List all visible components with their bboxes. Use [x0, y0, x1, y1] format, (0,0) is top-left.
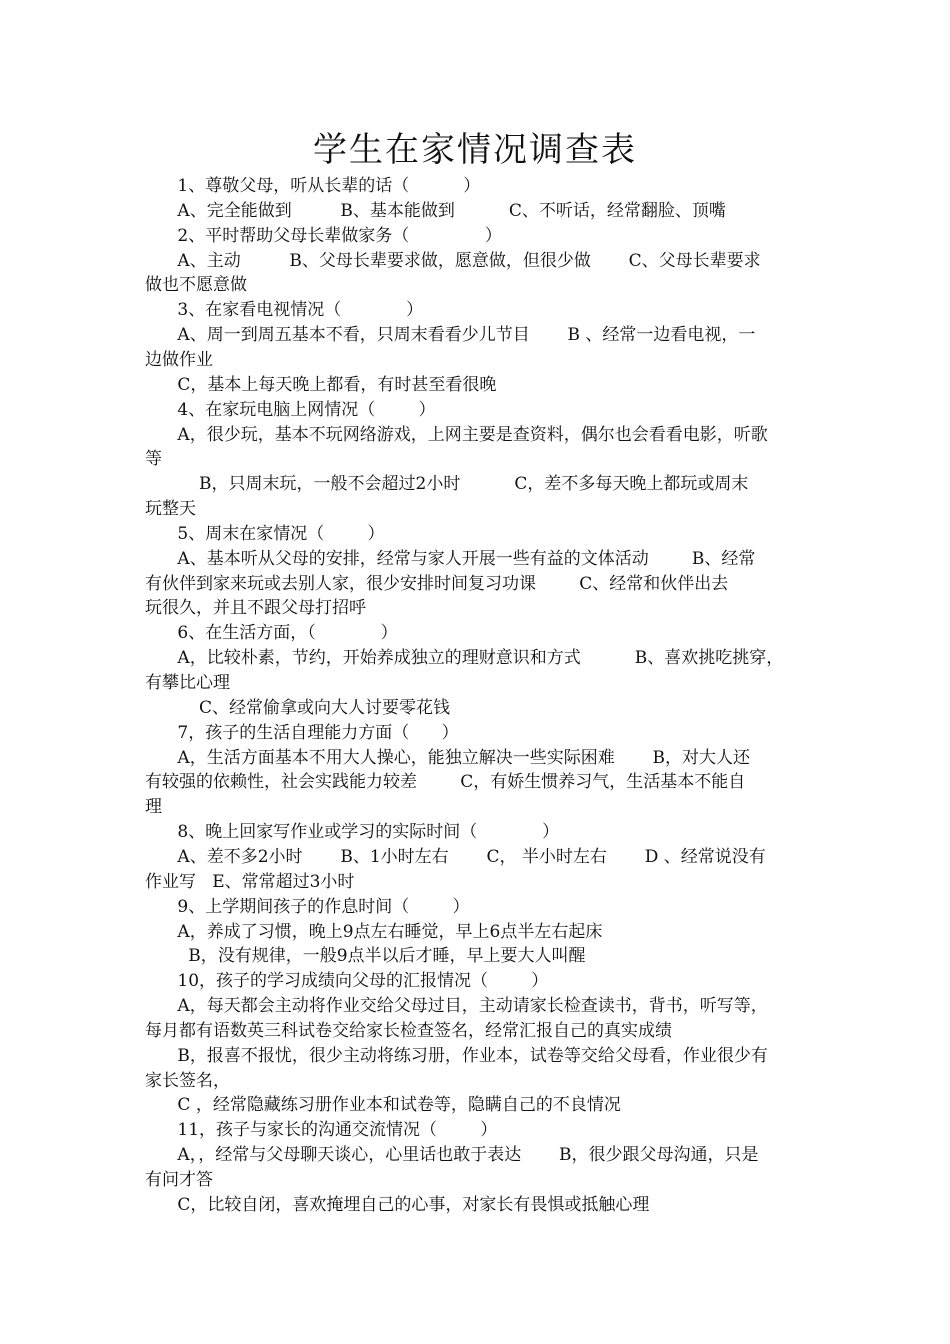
- survey-line: C ，经常隐藏练习册作业本和试卷等，隐瞒自己的不良情况: [145, 1095, 621, 1116]
- page-title: 学生在家情况调查表: [313, 130, 637, 170]
- survey-line: A、基本听从父母的安排，经常与家人开展一些有益的文体活动 B、经常: [145, 548, 756, 569]
- survey-line: 2、平时帮助父母长辈做家务（ ）: [145, 225, 502, 246]
- survey-line: 作业写 E、常常超过3小时: [145, 871, 355, 892]
- survey-line: 有较强的依赖性，社会实践能力较差 C，有娇生惯养习气，生活基本不能自: [145, 772, 746, 793]
- survey-line: 9、上学期间孩子的作息时间（ ）: [145, 896, 470, 917]
- survey-line: 每月都有语数英三科试卷交给家长检查签名，经常汇报自己的真实成绩: [145, 1020, 672, 1041]
- survey-line: 1、尊敬父母，听从长辈的话（ ）: [145, 176, 481, 196]
- survey-line: 等: [145, 449, 162, 470]
- survey-line: C、经常偷拿或向大人讨要零花钱: [145, 697, 451, 718]
- survey-line: B，没有规律，一般9点半以后才睡，早上要大人叫醒: [145, 946, 586, 967]
- survey-line: A，，经常与父母聊天谈心，心里话也敢于表达 B，很少跟父母沟通，只是: [145, 1145, 759, 1166]
- survey-line: 玩很久，并且不跟父母打招呼: [145, 598, 366, 619]
- survey-line: A，每天都会主动将作业交给父母过目，主动请家长检查读书，背书，听写等，: [145, 996, 768, 1017]
- survey-line: 7，孩子的生活自理能力方面（ ）: [145, 722, 459, 743]
- survey-line: A、周一到周五基本不看，只周末看看少儿节目 B 、经常一边看电视，一: [145, 325, 756, 346]
- survey-line: 边做作业: [145, 349, 213, 370]
- survey-line: 有伙伴到家来玩或去别人家，很少安排时间复习功课 C、经常和伙伴出去: [145, 573, 729, 594]
- survey-line: 8、晚上回家写作业或学习的实际时间（ ）: [145, 822, 560, 843]
- survey-line: B，只周末玩，一般不会超过2小时 C，差不多每天晚上都玩或周末: [145, 474, 749, 495]
- survey-line: A，很少玩，基本不玩网络游戏，上网主要是查资料，偶尔也会看看电影，听歌: [145, 424, 768, 445]
- survey-line: 有攀比心理: [145, 673, 230, 693]
- survey-line: C，基本上每天晚上都看，有时甚至看很晚: [145, 374, 497, 395]
- survey-line: A，生活方面基本不用大人操心，能独立解决一些实际困难 B，对大人还: [145, 747, 751, 768]
- survey-line: 玩整天: [145, 499, 196, 520]
- survey-line: C，比较自闭，喜欢掩埋自己的心事，对家长有畏惧或抵触心理: [145, 1194, 650, 1215]
- survey-line: 10，孩子的学习成绩向父母的汇报情况（ ）: [145, 971, 549, 992]
- survey-line: 做也不愿意做: [145, 275, 247, 296]
- survey-line: 家长签名，: [145, 1070, 230, 1091]
- survey-line: 5、周末在家情况（ ）: [145, 523, 385, 544]
- survey-line: 理: [145, 797, 162, 818]
- survey-line: 有问才答: [145, 1170, 213, 1190]
- survey-line: A、差不多2小时 B、1小时左右 C， 半小时左右 D 、经常说没有: [145, 846, 766, 867]
- survey-line: A、完全能做到 B、基本能做到 C、不听话，经常翻脸、顶嘴: [145, 200, 726, 221]
- survey-line: 4、在家玩电脑上网情况（ ）: [145, 399, 436, 420]
- survey-line: A，比较朴素，节约，开始养成独立的理财意识和方式 B、喜欢挑吃挑穿，: [145, 648, 784, 669]
- survey-line: 3、在家看电视情况（ ）: [145, 300, 424, 321]
- survey-line: B，报喜不报忧，很少主动将练习册，作业本，试卷等交给父母看，作业很少有: [145, 1045, 768, 1066]
- survey-line: 6、在生活方面，（ ）: [145, 623, 398, 644]
- survey-line: A、主动 B、父母长辈要求做，愿意做，但很少做 C、父母长辈要求: [145, 250, 761, 271]
- survey-line: A，养成了习惯，晚上9点左右睡觉，早上6点半左右起床: [145, 921, 603, 942]
- survey-line: 11，孩子与家长的沟通交流情况（ ）: [145, 1120, 498, 1141]
